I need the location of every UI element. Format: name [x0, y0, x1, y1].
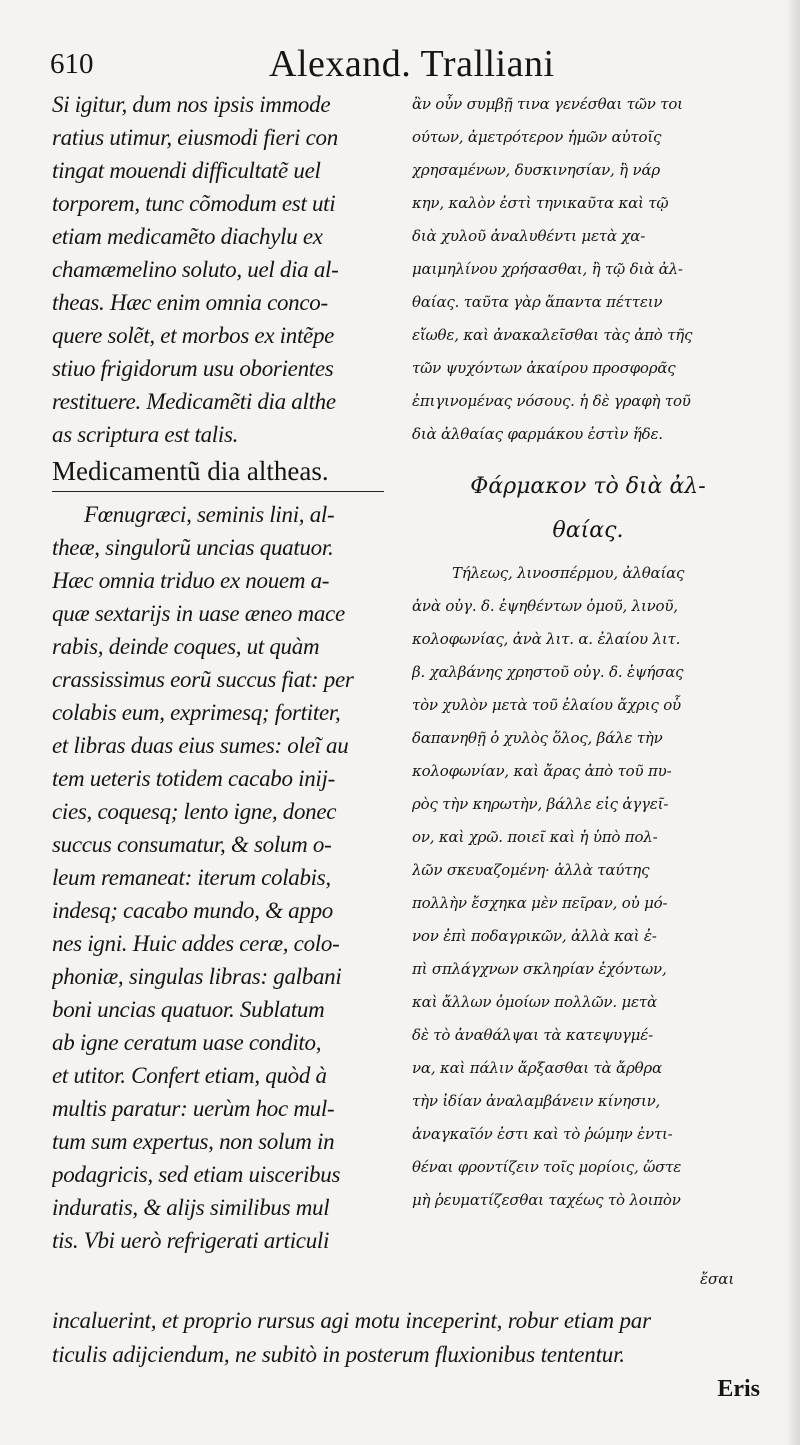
latin-text-line: Si igitur, dum nos ipsis immode	[52, 92, 331, 117]
latin-text-line: rabis, deinde coques, ut quàm	[52, 634, 320, 659]
catchword: Eris	[717, 1376, 760, 1402]
latin-column	[52, 88, 392, 1257]
greek-text-line: ούτων, ἀμετρότερον ἡμῶν αὐτοῖς	[412, 128, 662, 146]
latin-text-line: ratius utimur, eiusmodi fieri con	[52, 125, 338, 150]
greek-text-line: λῶν σκευαζομένη· ἀλλὰ ταύτης	[412, 861, 650, 879]
latin-closing-line: incaluerint, et proprio rursus agi motu inceperint, robur etiam par	[52, 1308, 651, 1333]
latin-text-line: boni uncias quatuor. Sublatum	[52, 997, 325, 1022]
greek-text-line: διὰ χυλοῦ ἀναλυθέντι μετὰ χα-	[412, 227, 646, 245]
latin-paragraph-2	[52, 498, 392, 1257]
running-head	[42, 42, 760, 88]
latin-text-line: ab igne ceratum uase condito,	[52, 1030, 322, 1055]
latin-text-line: Fœnugræci, seminis lini, al-	[84, 502, 335, 527]
latin-text-line: colabis eum, exprimesq; fortiter,	[52, 700, 341, 725]
page-edge-shadow	[786, 0, 800, 1445]
greek-text-line: καὶ ἄλλων ὁμοίων πολλῶν. μετὰ	[412, 993, 657, 1011]
latin-text-line: tem ueteris totidem cacabo inij-	[52, 766, 335, 791]
latin-text-line: stiuo frigidorum usu oborientes	[52, 356, 334, 381]
greek-text-line: νον ἐπὶ ποδαγρικῶν, ἀλλὰ καὶ ἐ-	[412, 927, 657, 945]
greek-text-line: ρὸς τὴν κηρωτὴν, βάλλε εἰς ἀγγεῖ-	[412, 795, 669, 813]
greek-text-line: κολοφωνίαν, καὶ ἄρας ἀπὸ τοῦ πυ-	[412, 762, 672, 780]
greek-section-heading	[412, 451, 764, 557]
latin-text-line: leum remaneat: iterum colabis,	[52, 865, 331, 890]
latin-text-line: phoniæ, singulas libras: galbani	[52, 964, 342, 989]
greek-text-line: κολοφωνίας, ἀνὰ λιτ. α. ἐλαίου λιτ.	[412, 630, 681, 648]
greek-text-line: μαιμηλίνου χρήσασθαι, ἢ τῷ διὰ ἀλ-	[412, 260, 683, 278]
greek-text-line: ἐπιγινομένας νόσους. ἡ δὲ γραφὴ τοῦ	[412, 392, 691, 410]
greek-trailing-word: ἔσαι	[700, 1270, 735, 1288]
latin-text-line: theæ, singulorũ uncias quatuor.	[52, 535, 334, 560]
latin-text-line: Hæc omnia triduo ex nouem a-	[52, 568, 330, 593]
greek-text-line: τὸν χυλὸν μετὰ τοῦ ἐλαίου ἄχρις οὗ	[412, 696, 681, 714]
latin-text-line: induratis, & alijs similibus mul	[52, 1195, 330, 1220]
greek-text-line: πολλὴν ἔσχηκα μὲν πεῖραν, οὐ μό-	[412, 894, 668, 912]
greek-text-line: δὲ τὸ ἀναθάλψαι τὰ κατεψυγμέ-	[412, 1026, 653, 1044]
latin-closing-line: ticulis adijciendum, ne subitò in posterum fluxionibus tententur.	[52, 1342, 625, 1367]
page-number: 610	[50, 48, 94, 80]
latin-text-line: indesq; cacabo mundo, & appo	[52, 898, 333, 923]
latin-text-line: tum sum expertus, non solum in	[52, 1129, 335, 1154]
latin-text-line: tis. Vbi uerò refrigerati articuli	[52, 1228, 330, 1253]
latin-text-line: nes igni. Huic addes ceræ, colo-	[52, 931, 340, 956]
latin-text-line: crassissimus eorũ succus fiat: per	[52, 667, 354, 692]
greek-text-line: κην, καλὸν ἐστὶ τηνικαῦτα καὶ τῷ	[412, 194, 669, 212]
greek-text-line: θέναι φροντίζειν τοῖς μορίοις, ὥστε	[412, 1158, 682, 1176]
greek-text-line: πὶ σπλάγχνων σκληρίαν ἐχόντων,	[412, 960, 667, 978]
latin-text-line: et libras duas eius sumes: oleĩ au	[52, 733, 349, 758]
greek-text-line: ἂν οὖν συμβῇ τινα γενέσθαι τῶν τοι	[412, 95, 683, 113]
latin-text-line: quere solẽt, et morbos ex intẽpe	[52, 323, 335, 348]
greek-text-line: εἴωθε, καὶ ἀνακαλεῖσθαι τὰς ἀπὸ τῆς	[412, 326, 693, 344]
latin-text-line: et utitor. Confert etiam, quòd à	[52, 1063, 327, 1088]
latin-text-line: quæ sextarijs in uase æneo mace	[52, 601, 345, 626]
latin-text-line: theas. Hæc enim omnia conco-	[52, 290, 328, 315]
greek-text-line: ἀνὰ οὐγ. δ. ἑψηθέντων ὁμοῦ, λινοῦ,	[412, 597, 678, 615]
latin-text-line: cies, coquesq; lento igne, donec	[52, 799, 337, 824]
latin-paragraph-1	[52, 88, 392, 451]
greek-text-line: διὰ ἀλθαίας φαρμάκου ἐστὶν ἥδε.	[412, 425, 663, 443]
greek-text-line: χρησαμένων, δυσκινησίαν, ἢ νάρ	[412, 161, 661, 179]
greek-text-line: τῶν ψυχόντων ἀκαίρου προσφορᾶς	[412, 359, 676, 377]
greek-heading-line-2: θαίας.	[552, 518, 624, 543]
latin-closing-lines	[52, 1304, 762, 1372]
greek-paragraph-2	[412, 557, 764, 1217]
latin-text-line: tingat mouendi difficultatẽ uel	[52, 158, 321, 183]
latin-text-line: torporem, tunc cõmodum est uti	[52, 191, 336, 216]
latin-text-line: etiam medicamẽto diachylu ex	[52, 224, 323, 249]
greek-text-line: να, καὶ πάλιν ἄρξασθαι τὰ ἄρθρα	[412, 1059, 662, 1077]
greek-paragraph-1	[412, 88, 764, 451]
greek-text-line: μὴ ῥευματίζεσθαι ταχέως τὸ λοιπὸν	[412, 1191, 681, 1209]
greek-text-line: τὴν ἰδίαν ἀναλαμβάνειν κίνησιν,	[412, 1092, 661, 1110]
latin-text-line: multis paratur: uerùm hoc mul-	[52, 1096, 335, 1121]
latin-text-line: podagricis, sed etiam uisceribus	[52, 1162, 341, 1187]
greek-text-line: Τήλεως, λινοσπέρμου, ἀλθαίας	[452, 564, 685, 582]
latin-text-line: succus consumatur, & solum o-	[52, 832, 332, 857]
greek-text-line: δαπανηθῇ ὁ χυλὸς ὅλος, βάλε τὴν	[412, 729, 663, 747]
latin-text-line: restituere. Medicamẽti dia althe	[52, 389, 336, 414]
latin-text-line: chamæmelino soluto, uel dia al-	[52, 257, 339, 282]
greek-text-line: θαίας. ταῦτα γὰρ ἅπαντα πέττειν	[412, 293, 663, 311]
greek-column	[412, 88, 764, 1217]
latin-text-line: as scriptura est talis.	[52, 422, 239, 447]
greek-text-line: ον, καὶ χρῶ. ποιεῖ καὶ ἡ ὑπὸ πολ-	[412, 828, 658, 846]
running-title: Alexand. Tralliani	[269, 43, 555, 85]
greek-text-line: ἀναγκαῖόν ἐστι καὶ τὸ ῥώμην ἐντι-	[412, 1125, 673, 1143]
greek-heading-line-1: Φάρμακον τὸ διὰ ἀλ-	[470, 474, 706, 499]
greek-text-line: β. χαλβάνης χρηστοῦ οὐγ. δ. ἑψήσας	[412, 663, 684, 681]
latin-section-heading: Medicamentũ dia altheas.	[52, 451, 384, 492]
